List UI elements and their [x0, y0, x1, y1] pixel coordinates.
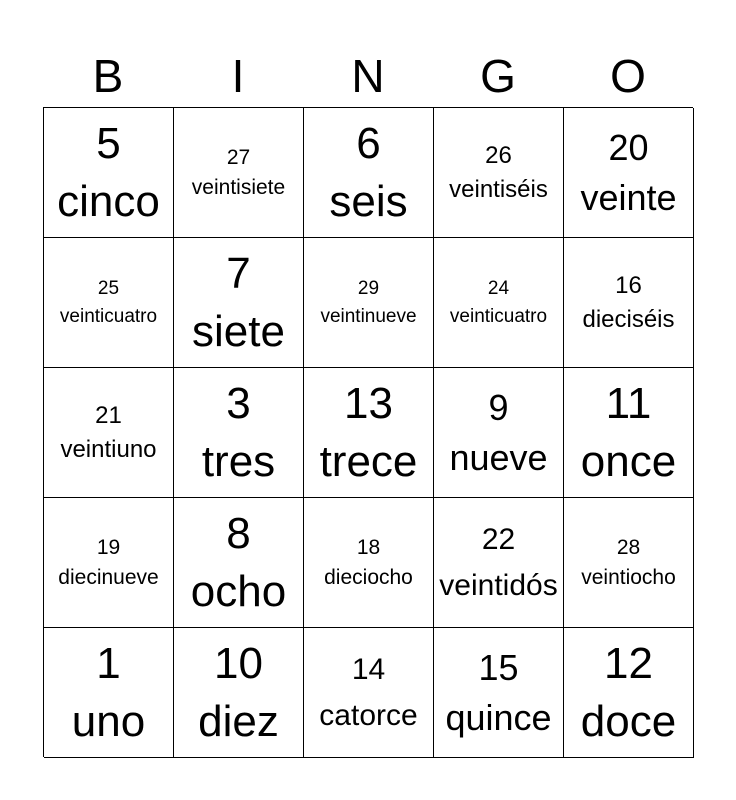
cell-word: veinticuatro: [59, 305, 158, 327]
cell-word: ocho: [190, 566, 287, 616]
bingo-cell[interactable]: [564, 238, 694, 368]
bingo-cell[interactable]: [564, 498, 694, 628]
bingo-cell[interactable]: [44, 108, 174, 238]
bingo-cell[interactable]: [434, 628, 564, 758]
bingo-header: [43, 48, 693, 104]
header-letter-b: B: [92, 50, 124, 102]
cell-number: 22: [481, 522, 516, 556]
cell-number: 24: [487, 277, 510, 299]
bingo-cell[interactable]: [304, 108, 434, 238]
cell-word: cinco: [57, 176, 160, 226]
cell-word: veinte: [580, 176, 677, 218]
bingo-board: [43, 107, 693, 757]
cell-word: diecinueve: [58, 565, 159, 589]
cell-number: 26: [485, 141, 512, 169]
cell-word: veintiuno: [60, 435, 157, 463]
bingo-cell[interactable]: [304, 628, 434, 758]
cell-word: veintisiete: [191, 175, 286, 199]
cell-number: 27: [226, 145, 251, 169]
bingo-cell[interactable]: [304, 498, 434, 628]
cell-number: 20: [608, 126, 649, 168]
bingo-cell[interactable]: [564, 108, 694, 238]
cell-number: 19: [96, 535, 121, 559]
cell-word: uno: [71, 696, 146, 746]
cell-number: 21: [95, 401, 122, 429]
cell-number: 1: [96, 638, 121, 688]
cell-word: dieciséis: [582, 305, 675, 333]
bingo-cell[interactable]: [174, 238, 304, 368]
cell-number: 10: [214, 638, 263, 688]
cell-number: 29: [357, 277, 380, 299]
bingo-cell[interactable]: [174, 368, 304, 498]
cell-number: 16: [615, 271, 642, 299]
bingo-cell[interactable]: [434, 108, 564, 238]
cell-word: dieciocho: [324, 565, 413, 589]
cell-word: veinticuatro: [449, 305, 548, 327]
bingo-cell[interactable]: [304, 238, 434, 368]
bingo-cell[interactable]: [434, 238, 564, 368]
cell-number: 25: [97, 277, 120, 299]
cell-word: tres: [201, 436, 276, 486]
cell-word: trece: [319, 436, 418, 486]
bingo-cell[interactable]: [434, 368, 564, 498]
bingo-cell[interactable]: [174, 628, 304, 758]
cell-number: 5: [96, 118, 121, 168]
bingo-cell[interactable]: [174, 498, 304, 628]
header-letter-n: N: [351, 50, 385, 102]
cell-number: 11: [605, 378, 652, 428]
cell-number: 6: [356, 118, 381, 168]
bingo-cell[interactable]: [304, 368, 434, 498]
header-letter-g: G: [480, 50, 516, 102]
cell-number: 15: [478, 646, 519, 688]
cell-word: once: [580, 436, 677, 486]
cell-number: 13: [344, 378, 393, 428]
bingo-cell[interactable]: [44, 368, 174, 498]
cell-number: 3: [226, 378, 251, 428]
cell-number: 14: [351, 652, 386, 686]
bingo-cell[interactable]: [434, 498, 564, 628]
bingo-cell[interactable]: [174, 108, 304, 238]
cell-number: 7: [226, 248, 251, 298]
bingo-cell[interactable]: [564, 368, 694, 498]
cell-word: siete: [192, 306, 285, 356]
bingo-cell[interactable]: [44, 628, 174, 758]
bingo-cell[interactable]: [44, 238, 174, 368]
bingo-cell[interactable]: [44, 498, 174, 628]
cell-number: 28: [616, 535, 641, 559]
cell-number: 8: [226, 508, 251, 558]
cell-number: 18: [356, 535, 381, 559]
cell-word: veintidós: [439, 568, 558, 602]
cell-word: quince: [445, 696, 552, 738]
cell-word: veintinueve: [320, 305, 417, 327]
cell-word: veintiséis: [449, 175, 548, 203]
cell-word: diez: [198, 696, 279, 746]
cell-word: nueve: [449, 436, 548, 478]
cell-word: catorce: [319, 698, 418, 732]
bingo-cell[interactable]: [564, 628, 694, 758]
cell-number: 12: [604, 638, 653, 688]
cell-number: 9: [488, 386, 509, 428]
cell-word: doce: [580, 696, 677, 746]
header-letter-i: I: [231, 50, 245, 102]
cell-word: seis: [329, 176, 408, 226]
header-letter-o: O: [610, 50, 646, 102]
cell-word: veintiocho: [581, 565, 676, 589]
